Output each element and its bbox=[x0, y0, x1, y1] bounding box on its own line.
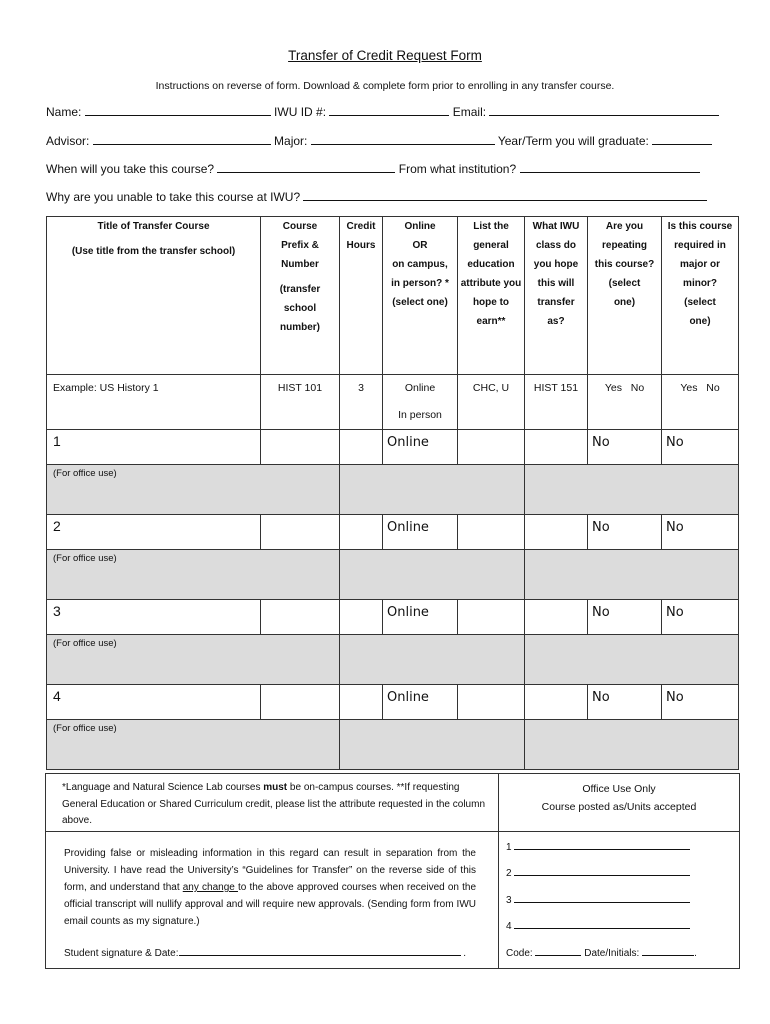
office-use-heading bbox=[499, 780, 739, 816]
office-row-2 bbox=[47, 550, 739, 600]
office-cell bbox=[525, 635, 739, 685]
date-initials-field[interactable] bbox=[642, 944, 694, 956]
header-credits: Credit Hours bbox=[340, 217, 383, 375]
units-line-3: 3 bbox=[506, 891, 690, 906]
why-label: Why are you unable to take this course at IWU? bbox=[46, 190, 301, 204]
header-repeating: Are you repeating this course? (select one) bbox=[588, 217, 662, 375]
units-line-4: 4 bbox=[506, 917, 690, 932]
attribute-input[interactable] bbox=[458, 515, 525, 550]
office-cell bbox=[525, 465, 739, 515]
signature-label: Student signature & Date: bbox=[64, 948, 179, 959]
office-cell bbox=[340, 550, 525, 600]
example-title: Example: US History 1 bbox=[47, 375, 261, 430]
repeat-select[interactable]: No bbox=[588, 685, 662, 720]
office-cell bbox=[340, 720, 525, 770]
mode-select[interactable]: Online bbox=[383, 685, 458, 720]
required-select[interactable]: No bbox=[662, 430, 739, 465]
header-attribute: List the general education attribute you hope to earn** bbox=[458, 217, 525, 375]
attribute-input[interactable] bbox=[458, 685, 525, 720]
mode-select[interactable]: Online bbox=[383, 600, 458, 635]
grad-term-field[interactable] bbox=[652, 133, 712, 145]
signature-line: Student signature & Date: . bbox=[64, 944, 466, 959]
repeat-select[interactable]: No bbox=[588, 515, 662, 550]
office-cell bbox=[525, 720, 739, 770]
major-label: Major: bbox=[274, 134, 308, 148]
office-use-label: (For office use) bbox=[47, 550, 340, 600]
example-credits: 3 bbox=[340, 375, 383, 430]
legal-statement: Providing false or misleading information in this regard can result in separation from the University. I have read the University’s “Guidelines for Transfer” on the reverse side of this form, and understand that any change to the above approved courses when received on the official transcript will nullify approval and will require new approvals. (Sending form from IWU email counts as my signature.) bbox=[64, 848, 477, 927]
example-row bbox=[47, 375, 739, 430]
office-cell bbox=[340, 465, 525, 515]
example-prefix: HIST 101 bbox=[261, 375, 340, 430]
advisor-label: Advisor: bbox=[46, 134, 90, 148]
office-cell bbox=[525, 550, 739, 600]
example-repeat: Yes No bbox=[588, 375, 662, 430]
institution-label: From what institution? bbox=[398, 162, 517, 176]
row-number: 4 bbox=[47, 685, 261, 720]
email-field[interactable] bbox=[489, 104, 719, 116]
units-line-1: 1 bbox=[506, 838, 690, 853]
row-number: 2 bbox=[47, 515, 261, 550]
iwu-class-input[interactable] bbox=[525, 685, 588, 720]
institution-field[interactable] bbox=[520, 161, 700, 173]
header-iwu-class: What IWU class do you hope this will transfer as? bbox=[525, 217, 588, 375]
required-select[interactable]: No bbox=[662, 600, 739, 635]
office-use-label: (For office use) bbox=[47, 635, 340, 685]
email-label: Email: bbox=[452, 105, 487, 119]
course-row-2 bbox=[47, 515, 739, 550]
course-table bbox=[46, 216, 739, 770]
iwu-class-input[interactable] bbox=[525, 600, 588, 635]
row-number: 3 bbox=[47, 600, 261, 635]
attribute-input[interactable] bbox=[458, 430, 525, 465]
header-row bbox=[47, 217, 739, 375]
office-row-3 bbox=[47, 635, 739, 685]
course-row-4 bbox=[47, 685, 739, 720]
row-number: 1 bbox=[47, 430, 261, 465]
header-prefix: Course Prefix & Number (transfer school number) bbox=[261, 217, 340, 375]
repeat-select[interactable]: No bbox=[588, 600, 662, 635]
advisor-field[interactable] bbox=[93, 133, 271, 145]
code-label: Code: bbox=[506, 948, 533, 959]
office-use-subtitle: Course posted as/Units accepted bbox=[541, 801, 697, 813]
iwu-id-field[interactable] bbox=[329, 104, 449, 116]
attribute-input[interactable] bbox=[458, 600, 525, 635]
grad-term-label: Year/Term you will graduate: bbox=[497, 134, 649, 148]
form-title: Transfer of Credit Request Form bbox=[288, 48, 482, 63]
course-row-3 bbox=[47, 600, 739, 635]
mode-select[interactable]: Online bbox=[383, 515, 458, 550]
signature-field[interactable] bbox=[179, 944, 461, 956]
iwu-class-input[interactable] bbox=[525, 430, 588, 465]
iwu-class-input[interactable] bbox=[525, 515, 588, 550]
instructions: Instructions on reverse of form. Download & complete form prior to enrolling in any transfer course. bbox=[155, 80, 615, 92]
mode-select[interactable]: Online bbox=[383, 430, 458, 465]
header-title: Title of Transfer Course (Use title from the transfer school) bbox=[47, 217, 261, 375]
credits-input[interactable] bbox=[340, 515, 383, 550]
name-field[interactable] bbox=[85, 104, 271, 116]
office-use-label: (For office use) bbox=[47, 465, 340, 515]
divider bbox=[498, 831, 739, 832]
repeat-select[interactable]: No bbox=[588, 430, 662, 465]
major-field[interactable] bbox=[311, 133, 495, 145]
required-select[interactable]: No bbox=[662, 685, 739, 720]
course-row-1 bbox=[47, 430, 739, 465]
lab-note: *Language and Natural Science Lab courses must be on-campus courses. **If requesting General Education or Shared Curriculum credit, please list the attribute requested in the column above. bbox=[62, 782, 486, 826]
required-select[interactable]: No bbox=[662, 515, 739, 550]
date-initials-label: Date/Initials: bbox=[584, 948, 640, 959]
iwu-id-label: IWU ID #: bbox=[274, 105, 327, 119]
when-line bbox=[46, 161, 700, 176]
header-online: Online OR on campus, in person? * (select one) bbox=[383, 217, 458, 375]
footer-box bbox=[45, 773, 740, 969]
header-required: Is this course required in major or minor? (select one) bbox=[662, 217, 739, 375]
credits-input[interactable] bbox=[340, 685, 383, 720]
office-row-1 bbox=[47, 465, 739, 515]
name-label: Name: bbox=[46, 105, 82, 119]
when-field[interactable] bbox=[217, 161, 395, 173]
office-row-4 bbox=[47, 720, 739, 770]
when-label: When will you take this course? bbox=[46, 162, 215, 176]
name-line bbox=[46, 104, 719, 119]
example-required: Yes No bbox=[662, 375, 739, 430]
advisor-line bbox=[46, 133, 712, 148]
prefix-input[interactable] bbox=[261, 430, 340, 465]
prefix-input[interactable] bbox=[261, 515, 340, 550]
units-line-2: 2 bbox=[506, 864, 690, 879]
office-cell bbox=[340, 635, 525, 685]
why-field[interactable] bbox=[303, 189, 707, 201]
code-field[interactable] bbox=[535, 944, 581, 956]
office-use-label: (For office use) bbox=[47, 720, 340, 770]
office-use-title: Office Use Only bbox=[582, 783, 656, 795]
credits-input[interactable] bbox=[340, 430, 383, 465]
prefix-input[interactable] bbox=[261, 685, 340, 720]
example-mode: Online In person bbox=[383, 375, 458, 430]
example-attribute: CHC, U bbox=[458, 375, 525, 430]
credits-input[interactable] bbox=[340, 600, 383, 635]
divider bbox=[46, 831, 498, 832]
example-iwu-class: HIST 151 bbox=[525, 375, 588, 430]
code-line: Code: Date/Initials: . bbox=[506, 944, 697, 959]
why-line bbox=[46, 189, 707, 204]
prefix-input[interactable] bbox=[261, 600, 340, 635]
